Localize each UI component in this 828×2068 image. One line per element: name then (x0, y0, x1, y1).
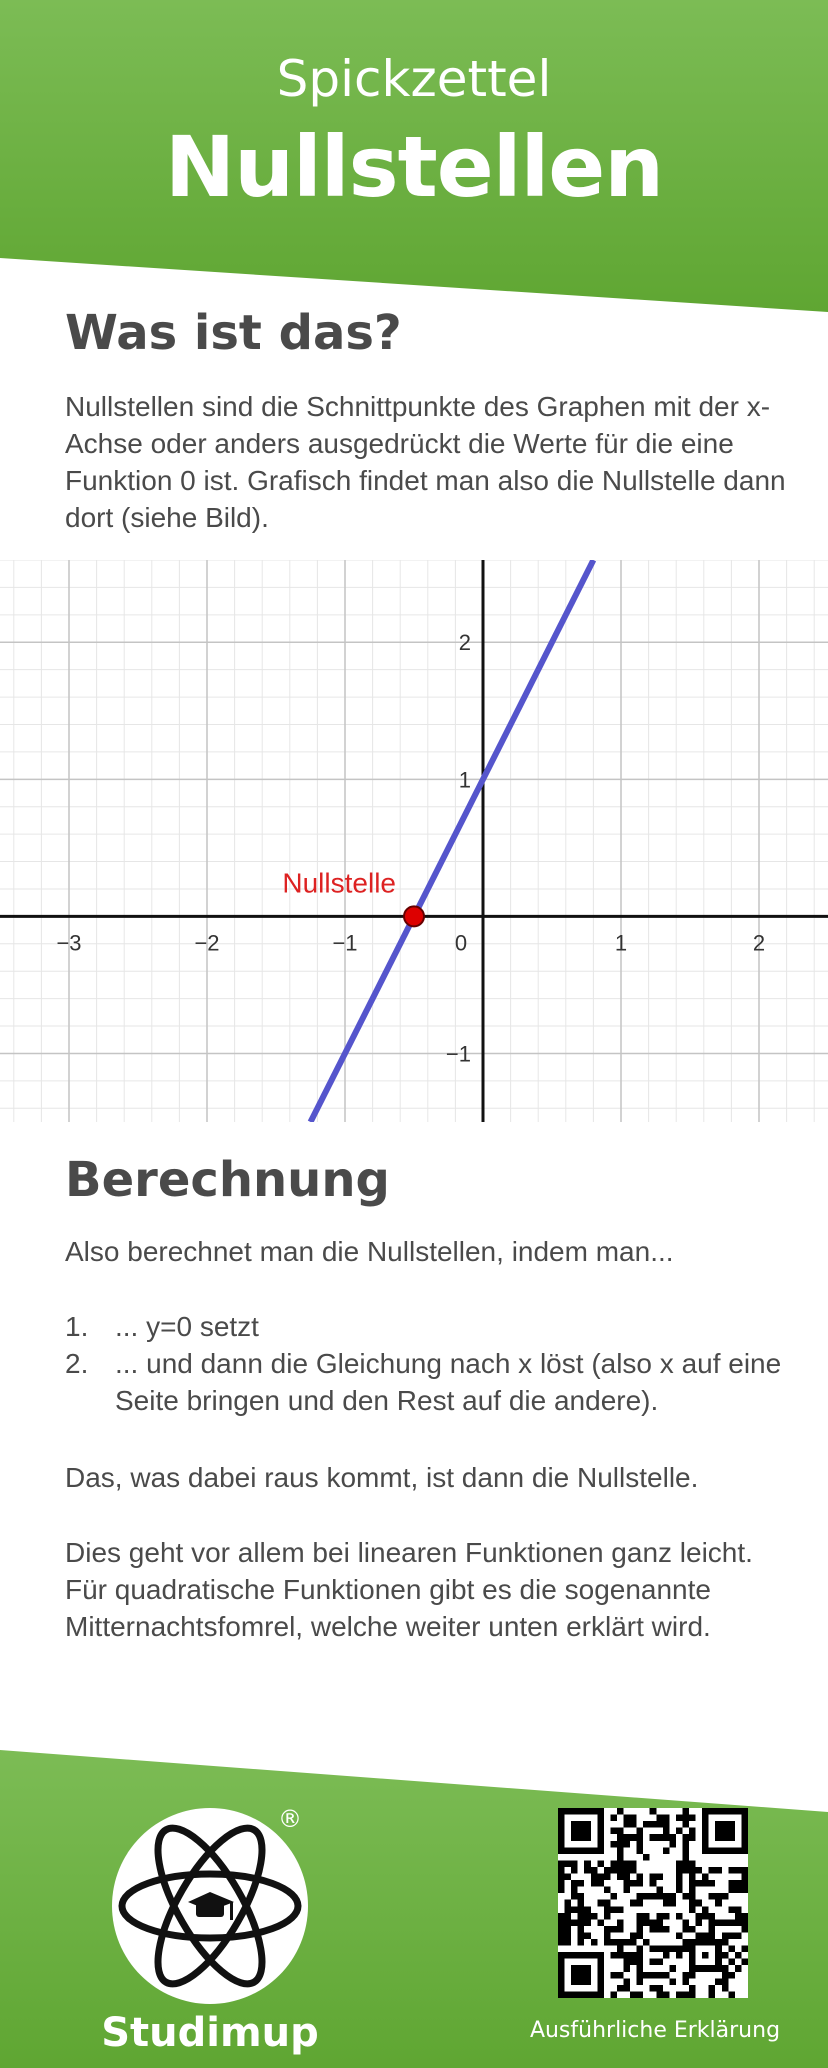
page-title: Nullstellen (164, 118, 664, 216)
steps-list (65, 1308, 805, 1419)
result-text: Das, was dabei raus kommt, ist dann die Nullstelle. (65, 1462, 699, 1493)
x-tick-label: 1 (614, 930, 628, 956)
list-item (65, 1345, 805, 1419)
x-tick-label: 0 (454, 930, 468, 956)
header-subtitle: Spickzettel (276, 50, 552, 108)
y-tick-label: 2 (458, 630, 471, 656)
list-item (65, 1308, 805, 1345)
section-heading-calculation: Berechnung (65, 1152, 390, 1208)
zero-point-label: Nullstelle (282, 867, 396, 899)
section-heading-what: Was ist das? (65, 305, 402, 361)
y-tick-label: 1 (458, 767, 471, 793)
step-text: ... und dann die Gleichung nach x löst (also x auf eine Seite bringen und den Rest auf die andere). (115, 1348, 782, 1416)
brand-name: Studimup (101, 2010, 319, 2056)
qr-code-icon[interactable] (558, 1808, 748, 1998)
x-tick-label: −1 (332, 930, 358, 956)
qr-caption: Ausführliche Erklärung (529, 2018, 781, 2043)
note-text: Dies geht vor allem bei linearen Funktionen ganz leicht. Für quadratische Funktionen gibt es die sogenannte Mitternachtsfomrel, welche weiter unten erklärt wird. (65, 1537, 753, 1642)
step-number: 2. (65, 1348, 89, 1379)
intro-text: Nullstellen sind die Schnittpunkte des Graphen mit der x-Achse oder anders ausgedrückt die Werte für die eine Funktion 0 ist. Grafisch findet man also die Nullstelle dann dort (siehe Bild). (65, 391, 786, 533)
x-tick-label: −2 (194, 930, 220, 956)
registered-mark: ® (278, 1805, 302, 1833)
step-text: ... y=0 setzt (115, 1311, 259, 1342)
atom-logo-icon (112, 1808, 308, 2004)
calculation-lead: Also berechnet man die Nullstellen, indem man... (65, 1236, 674, 1267)
y-tick-label: −1 (445, 1041, 471, 1067)
function-graph (0, 560, 828, 1122)
function-line (311, 560, 594, 1122)
x-tick-label: −3 (56, 930, 82, 956)
step-number: 1. (65, 1311, 89, 1342)
zero-point-marker (404, 906, 424, 926)
x-tick-label: 2 (752, 930, 766, 956)
